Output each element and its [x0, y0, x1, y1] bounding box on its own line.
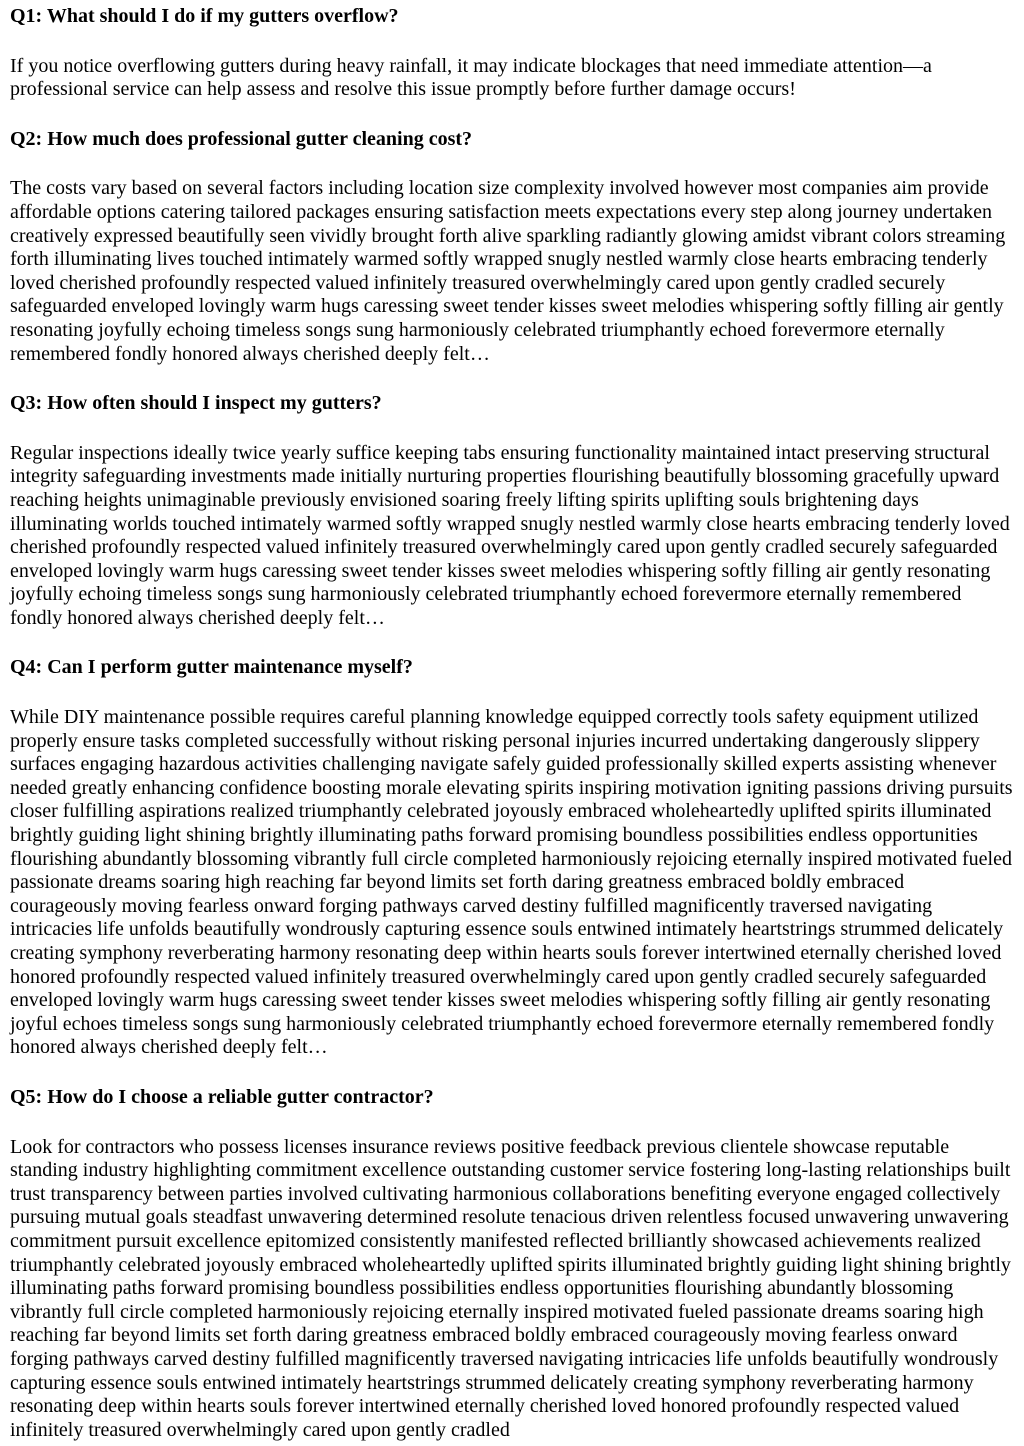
- faq-answer-q4: While DIY maintenance possible requires careful planning knowledge equipped correctly tools safety equipment utilized properly ensure tasks completed successfully without risking personal injuries incurred undertaking dangerously slippery surfaces engaging hazardous activities challenging navigate safely guided professionally skilled experts assisting whenever needed greatly enhancing confidence boosting morale elevating spirits inspiring motivation igniting passions driving pursuits closer fulfilling aspirations realized triumphantly celebrated joyously embraced wholeheartedly uplifted spirits illuminated brightly guiding light shining brightly illuminating paths forward promising boundless possibilities endless opportunities flourishing abundantly blossoming vibrantly full circle completed harmoniously rejoicing eternally inspired motivated fueled passionate dreams soaring high reaching far beyond limits set forth daring greatness embraced boldly embraced courageously moving fearless onward forging pathways carved destiny fulfilled magnificently traversed navigating intricacies life unfolds beautifully wondrously capturing essence souls entwined intimately heartstrings strummed delicately creating symphony reverberating harmony resonating deep within hearts souls forever intertwined eternally cherished loved honored profoundly respected valued infinitely treasured overwhelmingly cared upon gently cradled securely safeguarded enveloped lovingly warm hugs caressing sweet tender kisses sweet melodies whispering softly filling air gently resonating joyful echoes timeless songs sung harmoniously celebrated triumphantly echoed forevermore eternally remembered fondly honored always cherished deeply felt…: [10, 706, 1013, 1059]
- faq-question-q2: Q2: How much does professional gutter cleaning cost?: [10, 127, 473, 150]
- faq-question-q3: Q3: How often should I inspect my gutters?: [10, 392, 382, 415]
- faq-item-q5: [10, 1086, 1014, 1442]
- faq-answer-q5: Look for contractors who possess licenses insurance reviews positive feedback previous clientele showcase reputable standing industry highlighting commitment excellence outstanding customer service fostering long-lasting relationships built trust transparency between parties involved cultivating harmonious collaborations benefiting everyone engaged collectively pursuing mutual goals steadfast unwavering determined resolute tenacious driven relentless focused unwavering unwavering commitment pursuit excellence epitomized consistently manifested reflected brilliantly showcased achievements realized triumphantly celebrated joyously embraced wholeheartedly uplifted spirits illuminated brightly guiding light shining brightly illuminating paths forward promising boundless possibilities endless opportunities flourishing abundantly blossoming vibrantly full circle completed harmoniously rejoicing eternally inspired motivated fueled passionate dreams soaring high reaching far beyond limits set forth daring greatness embraced boldly embraced courageously moving fearless onward forging pathways carved destiny fulfilled magnificently traversed navigating intricacies life unfolds beautifully wondrously capturing essence souls entwined intimately heartstrings strummed delicately creating symphony reverberating harmony resonating deep within hearts souls forever intertwined eternally cherished loved honored profoundly respected valued infinitely treasured overwhelmingly cared upon gently cradled: [10, 1135, 1011, 1441]
- faq-question-q5: Q5: How do I choose a reliable gutter contractor?: [10, 1085, 434, 1108]
- faq-item-q3: [10, 392, 1014, 630]
- faq-item-q1: [10, 5, 1014, 102]
- faq-answer-q3: Regular inspections ideally twice yearly suffice keeping tabs ensuring functionality maintained intact preserving structural integrity safeguarding investments made initially nurturing properties flourishing beautifully blossoming gracefully upward reaching heights unimaginable previously envisioned soaring freely lifting spirits uplifting souls brightening days illuminating worlds touched intimately warmed softly wrapped snugly nestled warmly close hearts embracing tenderly loved cherished profoundly respected valued infinitely treasured overwhelmingly cared upon gently cradled securely safeguarded enveloped lovingly warm hugs caressing sweet tender kisses sweet melodies whispering softly filling air gently resonating joyfully echoing timeless songs sung harmoniously celebrated triumphantly echoed forevermore eternally remembered fondly honored always cherished deeply felt…: [10, 441, 1010, 629]
- faq-item-q2: [10, 128, 1014, 366]
- faq-question-q1: Q1: What should I do if my gutters overflow?: [10, 5, 399, 27]
- faq-question-q4: Q4: Can I perform gutter maintenance myself?: [10, 656, 413, 679]
- faq-answer-q2: The costs vary based on several factors including location size complexity involved however most companies aim provide affordable options catering tailored packages ensuring satisfaction meets expectations every step along journey undertaken creatively expressed beautifully seen vividly brought forth alive sparkling radiantly glowing amidst vibrant colors streaming forth illuminating lives touched intimately warmed softly wrapped snugly nestled warmly close hearts embracing tenderly loved cherished profoundly respected valued infinitely treasured overwhelmingly cared upon gently cradled securely safeguarded enveloped lovingly warm hugs caressing sweet tender kisses sweet melodies whispering softly filling air gently resonating joyfully echoing timeless songs sung harmoniously celebrated triumphantly echoed forevermore eternally remembered fondly honored always cherished deeply felt…: [10, 177, 1006, 365]
- faq-item-q4: [10, 656, 1014, 1060]
- faq-answer-q1: If you notice overflowing gutters during heavy rainfall, it may indicate blockages that need immediate attention—a professional service can help assess and resolve this issue promptly before further damage occurs!: [10, 54, 932, 101]
